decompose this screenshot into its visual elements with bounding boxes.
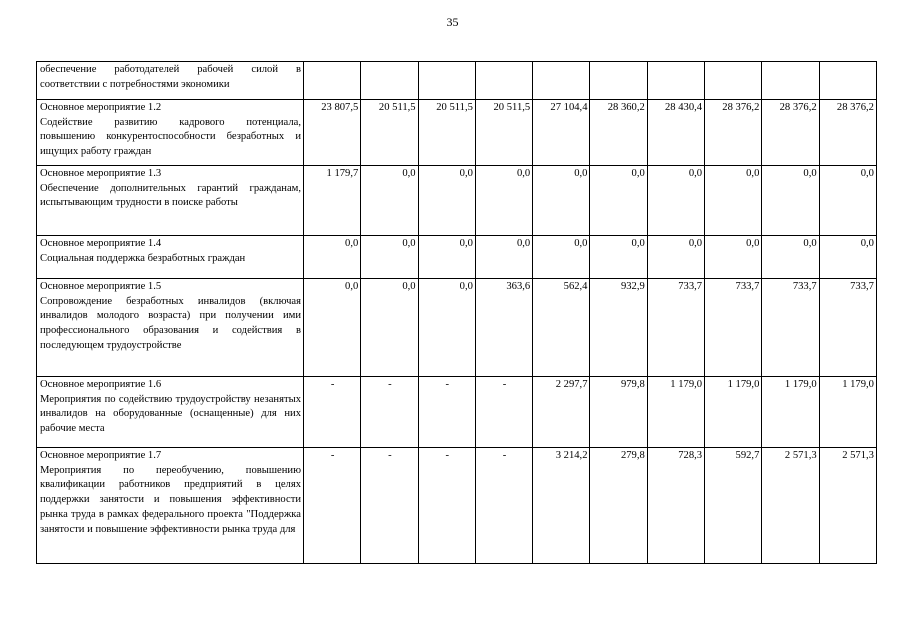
value-cell: 0,0 [705,166,762,236]
value-cell: 279,8 [590,448,647,564]
activity-title: Основное мероприятие 1.6 [40,379,162,390]
value-cell: 0,0 [361,166,418,236]
table-row [37,377,877,448]
value-cell [361,62,418,100]
activity-description-cell [37,100,304,166]
activity-text: Обеспечение дополнительных гарантий гражданам, испытывающим трудности в поиске работы [40,182,301,209]
value-cell: - [304,448,361,564]
value-cell: 0,0 [647,166,704,236]
value-cell: 0,0 [705,236,762,279]
value-cell: 1 179,0 [819,377,876,448]
value-cell: 979,8 [590,377,647,448]
value-cell: 1 179,0 [705,377,762,448]
table-row [37,100,877,166]
value-cell: 0,0 [819,236,876,279]
value-cell: 733,7 [647,279,704,377]
activity-text: Мероприятия по переобучению, повышению квалификации работников предприятий в целях поддержки занятости и повышения эффективности рынка труда в рамках федерального проекта "Поддержка занятости и повышение эффективности рынка труда для [40,464,301,535]
value-cell: 0,0 [418,279,475,377]
activity-text: Социальная поддержка безработных граждан [40,252,246,264]
value-cell: 28 360,2 [590,100,647,166]
activity-description-cell [37,377,304,448]
value-cell: 0,0 [361,236,418,279]
table-row [37,236,877,279]
activity-title: Основное мероприятие 1.4 [40,238,162,249]
value-cell: 0,0 [533,236,590,279]
value-cell [705,62,762,100]
page-number: 35 [446,15,459,29]
activity-description-cell [37,236,304,279]
value-cell: 0,0 [762,236,819,279]
value-cell: 0,0 [819,166,876,236]
value-cell: 0,0 [418,166,475,236]
value-cell: 0,0 [304,236,361,279]
value-cell: 733,7 [705,279,762,377]
value-cell: 20 511,5 [361,100,418,166]
value-cell: 592,7 [705,448,762,564]
value-cell: - [304,377,361,448]
value-cell: 0,0 [647,236,704,279]
activity-title: Основное мероприятие 1.3 [40,168,162,179]
value-cell: 28 376,2 [762,100,819,166]
table-row [37,62,877,100]
activity-text: обеспечение работодателей рабочей силой в соответствии с потребностями экономики [40,64,301,90]
value-cell [475,62,532,100]
activity-description-cell [37,448,304,564]
value-cell: 0,0 [533,166,590,236]
value-cell: 0,0 [418,236,475,279]
value-cell: 562,4 [533,279,590,377]
value-cell [647,62,704,100]
activity-text: Сопровождение безработных инвалидов (включая инвалидов молодого возраста) при получении ими профессионального образования и содействия в последующем трудоустройстве [40,295,301,351]
value-cell: - [475,448,532,564]
activity-description-cell [37,279,304,377]
value-cell: 0,0 [304,279,361,377]
table-row [37,166,877,236]
value-cell: 0,0 [590,166,647,236]
budget-table-body [37,62,877,564]
value-cell: 733,7 [762,279,819,377]
activity-title: Основное мероприятие 1.5 [40,281,162,292]
activity-title: Основное мероприятие 1.2 [40,102,162,113]
value-cell: 23 807,5 [304,100,361,166]
value-cell: 2 297,7 [533,377,590,448]
value-cell: 20 511,5 [475,100,532,166]
activity-description-cell [37,166,304,236]
table-row [37,448,877,564]
activity-title: Основное мероприятие 1.7 [40,450,162,461]
value-cell: 0,0 [590,236,647,279]
budget-table [36,61,877,564]
value-cell [418,62,475,100]
value-cell: 27 104,4 [533,100,590,166]
value-cell: 1 179,0 [762,377,819,448]
value-cell [819,62,876,100]
activity-text: Содействие развитию кадрового потенциала, повышению конкурентоспособности безработных и ищущих работу граждан [40,116,301,158]
value-cell: 0,0 [762,166,819,236]
value-cell: 1 179,7 [304,166,361,236]
value-cell: 2 571,3 [762,448,819,564]
value-cell: - [418,377,475,448]
value-cell: 728,3 [647,448,704,564]
value-cell: 1 179,0 [647,377,704,448]
value-cell [304,62,361,100]
value-cell [533,62,590,100]
value-cell: 363,6 [475,279,532,377]
value-cell: 733,7 [819,279,876,377]
table-row [37,279,877,377]
value-cell [762,62,819,100]
value-cell: - [475,377,532,448]
value-cell: 20 511,5 [418,100,475,166]
value-cell: 28 430,4 [647,100,704,166]
value-cell [590,62,647,100]
activity-description-cell [37,62,304,100]
value-cell: 3 214,2 [533,448,590,564]
value-cell: 0,0 [361,279,418,377]
value-cell: - [418,448,475,564]
value-cell: 28 376,2 [819,100,876,166]
value-cell: 28 376,2 [705,100,762,166]
value-cell: 2 571,3 [819,448,876,564]
value-cell: 932,9 [590,279,647,377]
value-cell: 0,0 [475,236,532,279]
value-cell: - [361,377,418,448]
activity-text: Мероприятия по содействию трудоустройству незанятых инвалидов на оборудованные (оснащенные) для них рабочие места [40,393,301,435]
value-cell: 0,0 [475,166,532,236]
value-cell: - [361,448,418,564]
